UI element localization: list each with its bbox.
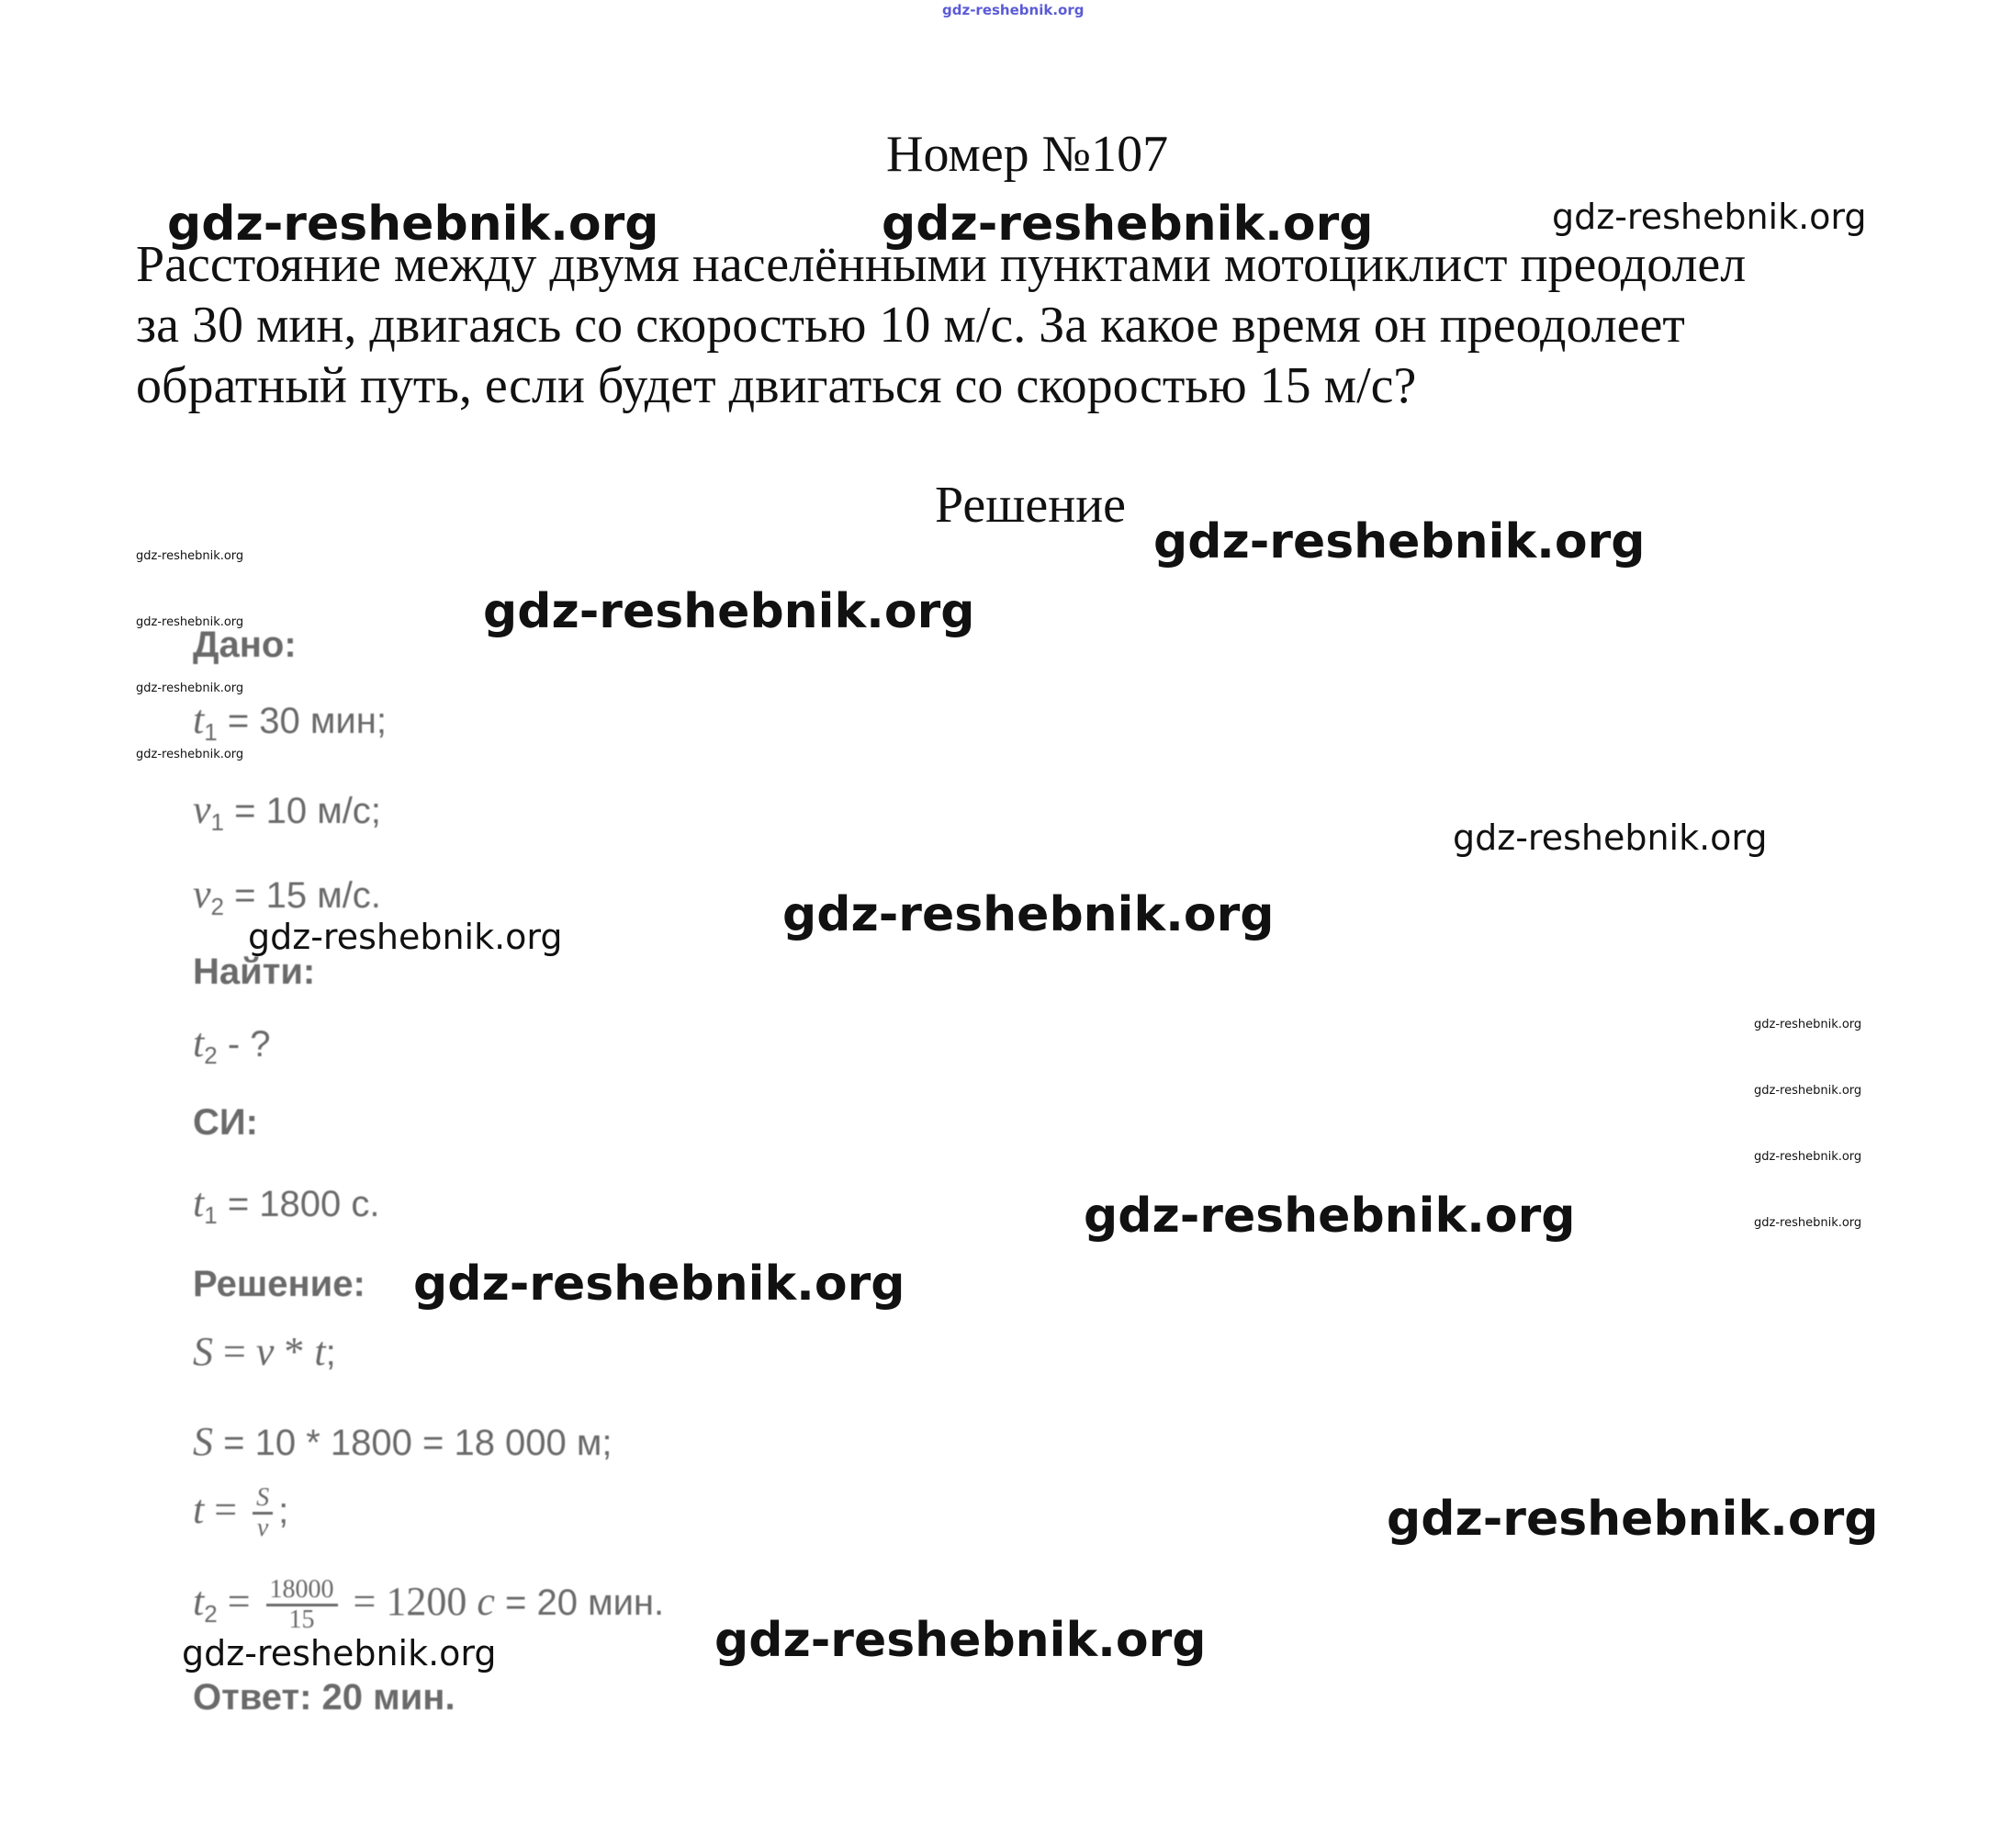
- v2-value: = 15 м/с.: [224, 875, 381, 916]
- watermark: gdz-reshebnik.org: [1453, 817, 1768, 858]
- watermark: gdz-reshebnik.org: [136, 682, 244, 695]
- solution-heading: Решение: [935, 477, 1127, 534]
- si-label: СИ:: [193, 1102, 258, 1143]
- formula-time-value: [193, 1576, 664, 1634]
- solution-label: Решение:: [193, 1264, 365, 1304]
- t1-subscript: 1: [204, 718, 218, 746]
- formula4-eq: =: [217, 1579, 261, 1625]
- formula1-eq: =: [213, 1329, 256, 1374]
- t1-symbol: t: [193, 697, 205, 742]
- t2-value: - ?: [217, 1024, 271, 1065]
- formula2-s: S: [193, 1419, 213, 1464]
- watermark: gdz-reshebnik.org: [167, 197, 659, 252]
- watermark: gdz-reshebnik.org: [714, 1613, 1207, 1668]
- formula4-mid: = 1200: [343, 1579, 478, 1625]
- watermark: gdz-reshebnik.org: [483, 584, 975, 639]
- watermark: gdz-reshebnik.org: [413, 1256, 905, 1312]
- formula4-subscript: 2: [204, 1600, 218, 1628]
- find-t2: [193, 1020, 271, 1070]
- formula1-s: S: [193, 1329, 213, 1374]
- answer: Ответ: 20 мин.: [193, 1677, 455, 1718]
- watermark: gdz-reshebnik.org: [1754, 1084, 1862, 1098]
- formula-time: [193, 1484, 288, 1542]
- formula-distance-value: [193, 1418, 613, 1465]
- given-v2: [193, 871, 381, 921]
- formula4-denominator: 15: [288, 1606, 315, 1634]
- formula-distance: [193, 1328, 336, 1375]
- formula2-rest: = 10 * 1800 = 18 000 м;: [213, 1423, 613, 1463]
- given-v1: [193, 786, 381, 837]
- t1si-subscript: 1: [204, 1201, 218, 1229]
- watermark: gdz-reshebnik.org: [1387, 1492, 1879, 1547]
- formula4-end: = 20 мин.: [494, 1583, 665, 1624]
- problem-line: Расстояние между двумя населёнными пунктами мотоциклист преодолел: [136, 236, 1747, 293]
- watermark: gdz-reshebnik.org: [1153, 514, 1646, 569]
- given-label: Дано:: [193, 625, 297, 665]
- problem-line: обратный путь, если будет двигаться со скоростью 15 м/с?: [136, 357, 1417, 414]
- formula3-t: t: [193, 1487, 205, 1533]
- v2-subscript: 2: [210, 893, 224, 920]
- formula3-fraction: [253, 1484, 273, 1542]
- watermark: gdz-reshebnik.org: [1084, 1189, 1576, 1244]
- find-label: Найти:: [193, 952, 316, 992]
- problem-text: [136, 234, 1881, 416]
- top-site-link[interactable]: gdz-reshebnik.org: [942, 2, 1085, 18]
- formula3-eq: =: [204, 1487, 248, 1533]
- si-t1: [193, 1179, 380, 1230]
- formula1-t: t: [314, 1329, 326, 1374]
- watermark: gdz-reshebnik.org: [136, 748, 244, 761]
- t2-subscript: 2: [204, 1042, 218, 1069]
- watermark: gdz-reshebnik.org: [782, 887, 1275, 942]
- t1si-symbol: t: [193, 1180, 205, 1225]
- formula4-fraction: [266, 1576, 338, 1634]
- watermark: gdz-reshebnik.org: [182, 1633, 497, 1673]
- problem-line: за 30 мин, двигаясь со скоростью 10 м/с. За какое время он преодолеет: [136, 297, 1685, 354]
- formula4-c: c: [477, 1579, 495, 1625]
- page-title: Номер №107: [886, 126, 1169, 183]
- watermark: gdz-reshebnik.org: [136, 549, 244, 563]
- watermark: gdz-reshebnik.org: [248, 917, 563, 957]
- given-t1: [193, 696, 387, 747]
- t2-symbol: t: [193, 1020, 205, 1065]
- formula3-numerator: S: [253, 1484, 273, 1515]
- v1-symbol: v: [193, 787, 211, 832]
- formula4-numerator: 18000: [266, 1576, 338, 1606]
- formula3-end: ;: [278, 1491, 289, 1532]
- watermark: gdz-reshebnik.org: [1754, 1018, 1862, 1031]
- watermark: gdz-reshebnik.org: [1552, 197, 1867, 237]
- formula4-t: t: [193, 1579, 205, 1625]
- formula1-star: *: [274, 1329, 315, 1374]
- watermark: gdz-reshebnik.org: [882, 197, 1374, 252]
- v1-value: = 10 м/с;: [224, 791, 381, 831]
- t1si-value: = 1800 с.: [217, 1184, 380, 1224]
- watermark: gdz-reshebnik.org: [1754, 1150, 1862, 1164]
- watermark: gdz-reshebnik.org: [136, 615, 244, 629]
- formula1-v: v: [255, 1329, 275, 1374]
- watermark: gdz-reshebnik.org: [1754, 1216, 1862, 1230]
- formula3-denominator: v: [256, 1514, 269, 1542]
- v2-symbol: v: [193, 872, 211, 917]
- formula1-end: ;: [325, 1333, 336, 1373]
- t1-value: = 30 мин;: [217, 701, 387, 741]
- v1-subscript: 1: [210, 808, 224, 836]
